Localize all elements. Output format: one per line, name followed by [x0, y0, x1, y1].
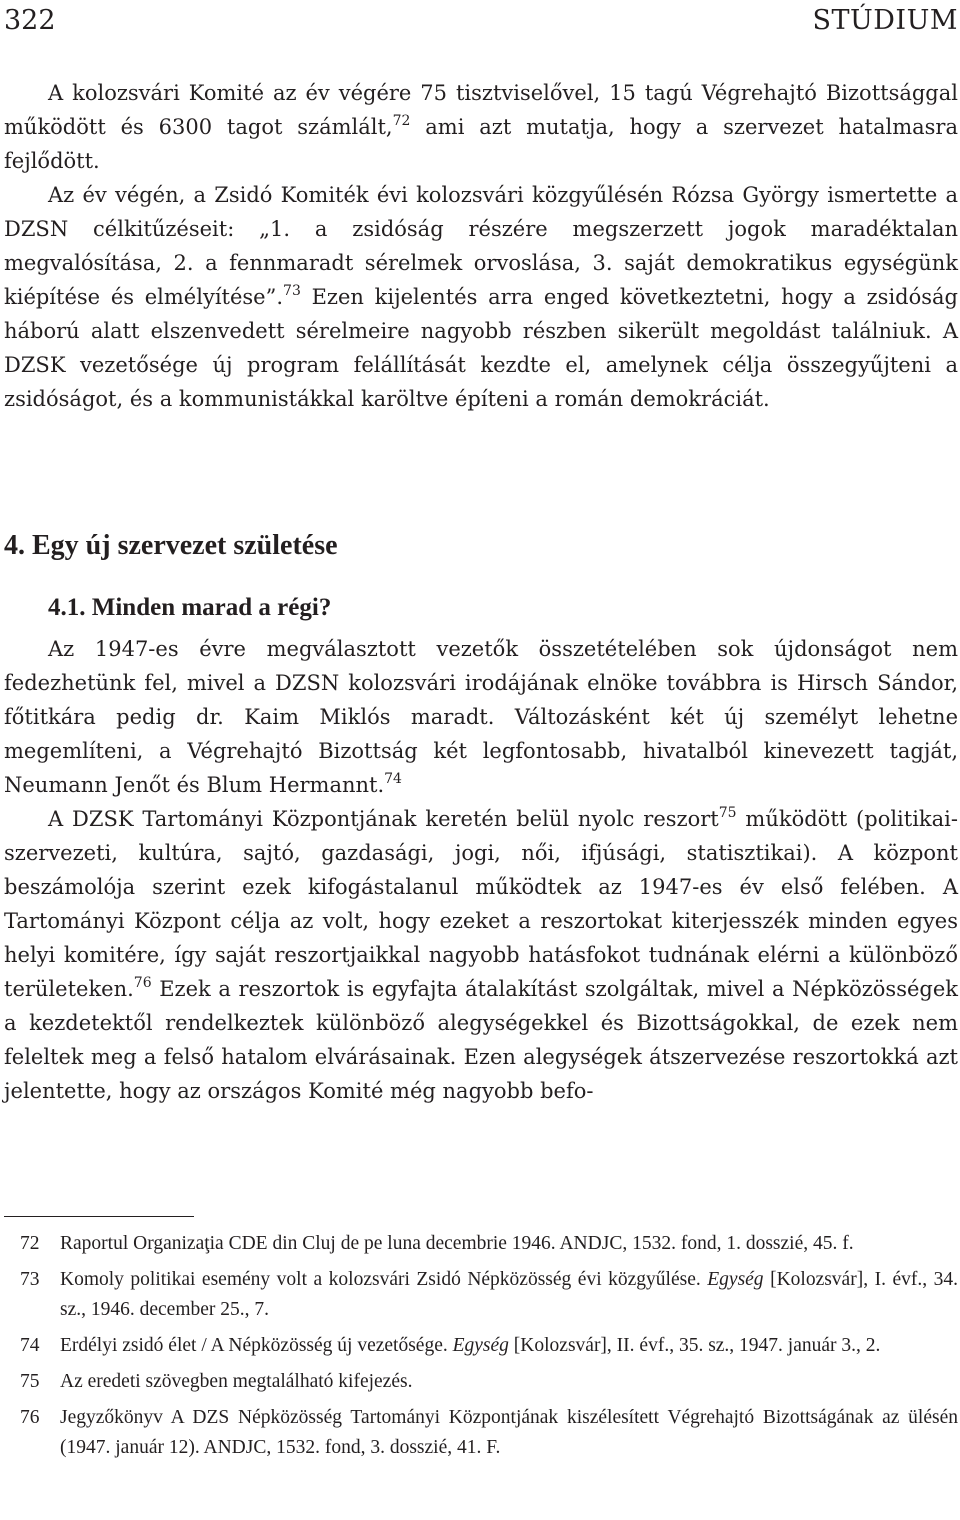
paragraph-2: Az év végén, a Zsidó Komiték évi kolozsvári közgyűlésén Rózsa György ismertette a DZSN célkitűzéseit: „1. a zsidóság részére megszerzett jogok maradéktalan megvalósítása, 2. a fennmaradt sérelmek orvoslása, 3. saját demokratikus egységünk kiépítése és elmélyítése”.$^{73}$ Ezen kijelentés arra enged következtetni, hogy a zsidóság háború alatt elszenvedett sérelmeire nagyobb részben sikerült megoldást találniuk. A DZSK vezetősége új program felállítását kezdte el, amelynek célja összegyűjteni a zsidóságot, és a kommunistákkal karöltve építeni a román demokráciát.: [4, 183, 958, 411]
section-heading: 4. Egy új szervezet születése: [4, 530, 338, 561]
footnote-ref-76[interactable]: 76: [133, 975, 152, 991]
paragraph-4: A DZSK Tartományi Központjának keretén belül nyolc reszort$^{75}$ működött (politikai-szervezeti, kultúra, sajtó, gazdasági, jogi, női, ifjúsági, statisztikai). A központ beszámolója szerint ezek kifogástalanul működtek az 1947-es év első felében. A Tartományi Központ célja az volt, hogy ezeket a reszortokat kiterjesszék minden egyes helyi komitére, így saját reszortjaikkal nagyobb hatásfokot tudnának elérni a különböző területeken.$^{76}$ Ezek a reszortok is egyfajta átalakítást szolgáltak, mivel a Népközösségek a kezdetektől rendelkeztek különböző alegységekkel és Bizottságokkal, de ezek nem feleltek meg a felső hatalom elvárásainak. Ezen alegységek átszervezése reszortokká azt jelentette, hogy az országos Komité még nagyobb befo-: [4, 805, 958, 1103]
footnotes: [0, 1229, 958, 1469]
footnote-divider: [4, 1216, 194, 1217]
footnote-74: 74 Erdélyi zsidó élet / A Népközösség új vezetősége. Egység [Kolozsvár], II. évf., 35. sz., 1947. január 3., 2.: [0, 1331, 958, 1361]
page-number: 322: [4, 5, 56, 36]
footnote-ref-75[interactable]: 75: [718, 805, 737, 821]
body-text-bottom: [4, 632, 958, 1108]
journal-title: Egység: [452, 1335, 509, 1356]
footnote-number: 75: [20, 1371, 40, 1392]
body-text-top: [4, 76, 958, 416]
footnote-number: 72: [20, 1233, 40, 1254]
footnote-ref-73[interactable]: 73: [283, 283, 301, 299]
footnote-ref-72[interactable]: 72: [392, 113, 411, 129]
running-header: [0, 4, 958, 40]
running-title: STÚDIUM: [812, 5, 958, 36]
footnote-number: 76: [20, 1407, 40, 1428]
footnote-ref-74[interactable]: 74: [384, 771, 402, 787]
journal-title: Egység: [707, 1269, 764, 1290]
paragraph-1: A kolozsvári Komité az év végére 75 tisztviselővel, 15 tagú Végrehajtó Bizottsággal működött és 6300 tagot számlált,$^{72}$ ami azt mutatja, hogy a szervezet hatalmasra fejlődött.: [4, 81, 958, 173]
footnote-72: 72 Raportul Organizaţia CDE din Cluj de pe luna decembrie 1946. ANDJC, 1532. fond, 1. dosszié, 45. f.: [0, 1229, 958, 1259]
footnote-76: 76 Jegyzőkönyv A DZS Népközösség Tartományi Központjának kiszélesített Végrehajtó Bizottságának az ülésén (1947. január 12). ANDJC, 1532. fond, 3. dosszié, 41. F.: [0, 1403, 958, 1463]
footnote-75: 75 Az eredeti szövegben megtalálható kifejezés.: [0, 1367, 958, 1397]
footnote-number: 74: [20, 1335, 40, 1356]
footnote-number: 73: [20, 1269, 40, 1290]
footnote-73: 73 Komoly politikai esemény volt a kolozsvári Zsidó Népközösség évi közgyűlése. Egység [Kolozsvár], I. évf., 34. sz., 1946. december 25., 7.: [0, 1265, 958, 1325]
subsection-heading: 4.1. Minden marad a régi?: [48, 594, 332, 621]
paragraph-3: Az 1947-es évre megválasztott vezetők összetételében sok újdonságot nem fedezhetünk fel, mivel a DZSN kolozsvári irodájának elnöke továbbra is Hirsch Sándor, főtitkára pedig dr. Kaim Miklós maradt. Változásként két új személyt lehetne megemlíteni, a Végrehajtó Bizottság két legfontosabb, hivatalból kinevezett tagját, Neumann Jenőt és Blum Hermannt.$^{74}$: [4, 637, 958, 797]
